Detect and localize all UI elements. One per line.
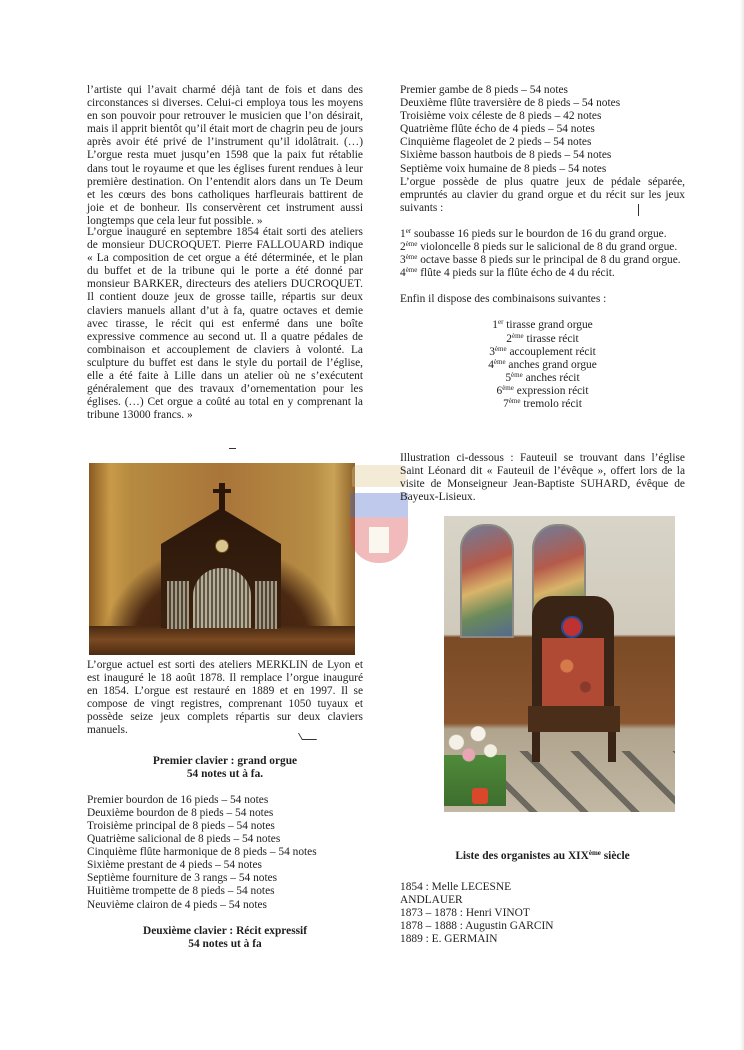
page-edge [740, 0, 744, 1050]
stop-item: Cinquième flageolet de 2 pieds – 54 notes [400, 136, 592, 149]
pedal-stop-list [400, 228, 685, 280]
pen-mark [298, 733, 317, 740]
stop-item: Cinquième flûte harmonique de 8 pieds – 54 notes [87, 846, 317, 859]
stop-item: Sixième basson hautbois de 8 pieds – 54 notes [400, 149, 612, 162]
organist-item: 1878 – 1888 : Augustin GARCIN [400, 920, 554, 933]
combination-item [400, 359, 685, 372]
combinations-intro: Enfin il dispose des combinaisons suivantes : [400, 293, 607, 306]
clavier-1-title: Premier clavier : grand orgue [152, 754, 298, 767]
pedal-stop-text: violoncelle 8 pieds sur le salicional de 8 du grand orgue. [417, 241, 678, 254]
bishop-chair-photo [444, 516, 675, 812]
stop-item: Quatrième salicional de 8 pieds – 54 notes [87, 833, 281, 846]
organ-photo [89, 463, 355, 655]
ordinal-number: 4 [488, 358, 494, 371]
pedal-stop-item [400, 267, 685, 280]
ordinal-number: 4 [400, 267, 406, 280]
combination-text: anches récit [522, 371, 580, 384]
organists-title-text: Liste des organistes au XIX [455, 850, 589, 862]
organists-title [400, 850, 685, 863]
organ-pipes-right [255, 581, 277, 629]
paragraph-history: l’artiste qui l’avait charmé déjà tant de fois et dans des circonstances si diverses. Celui-ci employa tous les moyens en son pouvoir pour retrouver le musicien que l’on désirait, mais il apprit bientôt qu’il était mort de chagrin peu de jours après avoir été privé de l’instrument qu’il idolâtrait. (…) L’orgue resta muet jusqu’en 1598 que la paix fut rétablie dans tout le royaume et que les églises furent rendues à leur première destination. On l’entendit alors dans un Te Deum et les cœurs des bons catholiques harfleurais battirent de joie et de bonheur. Ils conservèrent cet instrument aussi longtemps que cela leur fut possible. » [87, 84, 363, 227]
chair-tapestry [542, 638, 604, 708]
right-column [400, 84, 685, 411]
organist-item: ANDLAUER [400, 894, 463, 907]
stop-item: Premier bourdon de 16 pieds – 54 notes [87, 793, 269, 806]
illustration-caption-block [400, 452, 685, 504]
crest-crown [352, 465, 406, 487]
pedal-stop-item [400, 228, 685, 241]
ordinal-suffix: ème [502, 383, 514, 392]
ordinal-suffix: ème [405, 240, 418, 249]
pedal-stop-item [400, 254, 685, 267]
illustration-caption: Illustration ci-dessous : Fauteuil se trouvant dans l’église Saint Léonard dit « Fauteuil de l’évêque », offert lors de la visite de Monseigneur Jean-Baptiste SUHARD, évêque de Bayeux-Lisieux. [400, 452, 685, 504]
stop-item: Premier gambe de 8 pieds – 54 notes [400, 84, 568, 96]
stop-item: Deuxième flûte traversière de 8 pieds – 54 notes [400, 97, 621, 110]
ordinal-suffix: ème [405, 266, 418, 275]
pedal-stop-text: flûte 4 pieds sur la flûte écho de 4 du récit. [417, 267, 615, 280]
ordinal-suffix: ème [508, 396, 521, 405]
combination-item [400, 346, 685, 359]
clavier-2-subtitle: 54 notes ut à fa [188, 937, 262, 950]
chair-leg [608, 732, 616, 762]
stop-item: Quatrième flûte écho de 4 pieds – 54 notes [400, 123, 595, 136]
paragraph-ducroquet-organ: L’orgue inauguré en septembre 1854 était sorti des ateliers de monsieur DUCROQUET. Pierre FALLOUARD indique « La composition de cet orgue a été déterminée, et le plan du buffet et de la tribune qui le porte a été donné par monsieur BARKER, directeurs des ateliers DUCROQUET. Il contient douze jeux de grosse taille, répartis sur deux claviers manuels allant d’ut à fa, quatre octaves et demie avec tirasse, le récit qui est enfermé dans une boîte expressive commence au second ut. Il a quatre pédales de combinaison et accouplement de claviers à volonté. La sculpture du buffet est dans le style du portail de l’église, elle a été faite à Lille dans un atelier où ne s’exécutent généralement que des travaux d’ornementation pour les églises. (…) Cet orgue a coûté au total en y comprenant la tribune 13000 francs. » [87, 226, 363, 422]
chair-leg [532, 732, 540, 762]
ordinal-suffix: ème [588, 849, 601, 857]
ordinal-number: 7 [503, 397, 509, 410]
paragraph-merklin-organ: L’orgue actuel est sorti des ateliers MERKLIN de Lyon et est inauguré le 18 août 1878. Il remplace l’orgue inauguré en 1854. L’orgue est restauré en 1889 et en 1997. Il se compose de vingt registres, comprenant 1050 tuyaux et possède seize jeux complets répartis sur deux claviers manuels. [87, 659, 363, 737]
organ-cross [219, 483, 225, 511]
ordinal-number: 2 [506, 332, 512, 345]
ordinal-number: 5 [505, 371, 512, 384]
clavier-1-stop-list [87, 794, 363, 912]
ordinal-number: 3 [489, 345, 495, 358]
organists-title-text: siècle [600, 850, 630, 862]
organ-pipes-left [167, 581, 189, 629]
combination-text: tremolo récit [520, 397, 582, 410]
ordinal-suffix: er [497, 318, 504, 327]
pedal-intro: L’orgue possède de plus quatre jeux de pédale séparée, empruntés au clavier du grand orgue et du récit sur les jeux suivants : [400, 175, 685, 214]
ordinal-number: 3 [400, 254, 406, 267]
combination-text: accouplement récit [506, 345, 596, 358]
ordinal-suffix: er [405, 226, 412, 235]
combination-item [400, 319, 685, 332]
organist-item: 1873 – 1878 : Henri VINOT [400, 907, 530, 920]
combination-text: tirasse grand orgue [503, 319, 593, 332]
combination-list [400, 319, 685, 411]
organist-item: 1889 : E. GERMAIN [400, 933, 498, 946]
combination-text: expression récit [513, 384, 589, 397]
crest-tower [369, 527, 389, 553]
chair-seat [528, 706, 620, 732]
pedal-stop-text: octave basse 8 pieds sur le principal de 8 du grand orgue. [417, 254, 681, 267]
floor-tiles [504, 751, 675, 812]
left-column [87, 84, 363, 422]
combination-text: anches grand orgue [505, 358, 597, 371]
combination-item [400, 372, 685, 385]
chair-crest [561, 616, 583, 638]
combination-item [400, 333, 685, 346]
combination-text: tirasse récit [523, 332, 579, 345]
ordinal-number: 6 [496, 384, 503, 397]
clavier-1-subtitle: 54 notes ut à fa. [186, 767, 264, 780]
organ-pipes [193, 568, 251, 628]
flower-pot [472, 788, 488, 804]
clavier-2-title: Deuxième clavier : Récit expressif [142, 924, 308, 937]
pedal-stop-item [400, 241, 685, 254]
pen-mark [229, 448, 236, 449]
stop-item: Septième voix humaine de 8 pieds – 54 notes [400, 162, 607, 175]
stop-item: Neuvième clairon de 4 pieds – 54 notes [87, 898, 267, 911]
pen-mark [638, 204, 639, 216]
stop-item: Deuxième bourdon de 8 pieds – 54 notes [87, 806, 274, 819]
stop-item: Huitième trompette de 8 pieds – 54 notes [87, 885, 275, 898]
organists-block [400, 850, 685, 947]
ordinal-number: 1 [492, 319, 498, 332]
organist-list [400, 881, 685, 946]
left-column-lower [87, 659, 363, 951]
ordinal-suffix: ème [494, 344, 507, 353]
organ-clock [215, 539, 229, 553]
stop-item: Sixième prestant de 4 pieds – 54 notes [87, 859, 262, 872]
stop-item: Septième fourniture de 3 rangs – 54 notes [87, 872, 278, 885]
clavier-2-stop-list [400, 84, 685, 176]
stop-item: Troisième principal de 8 pieds – 54 notes [87, 819, 275, 832]
organist-item: 1854 : Melle LECESNE [400, 881, 512, 894]
ordinal-number: 1 [400, 227, 406, 240]
combination-item [400, 398, 685, 411]
ordinal-suffix: ème [512, 331, 524, 340]
ordinal-suffix: ème [493, 357, 506, 366]
stained-glass-window [460, 524, 514, 638]
ordinal-number: 2 [400, 241, 406, 254]
stop-item: Troisième voix céleste de 8 pieds – 42 notes [400, 110, 602, 123]
ordinal-suffix: ème [511, 370, 523, 379]
combination-item [400, 385, 685, 398]
pedal-stop-text: soubasse 16 pieds sur le bourdon de 16 du grand orgue. [411, 227, 667, 240]
ordinal-suffix: ème [405, 253, 418, 262]
